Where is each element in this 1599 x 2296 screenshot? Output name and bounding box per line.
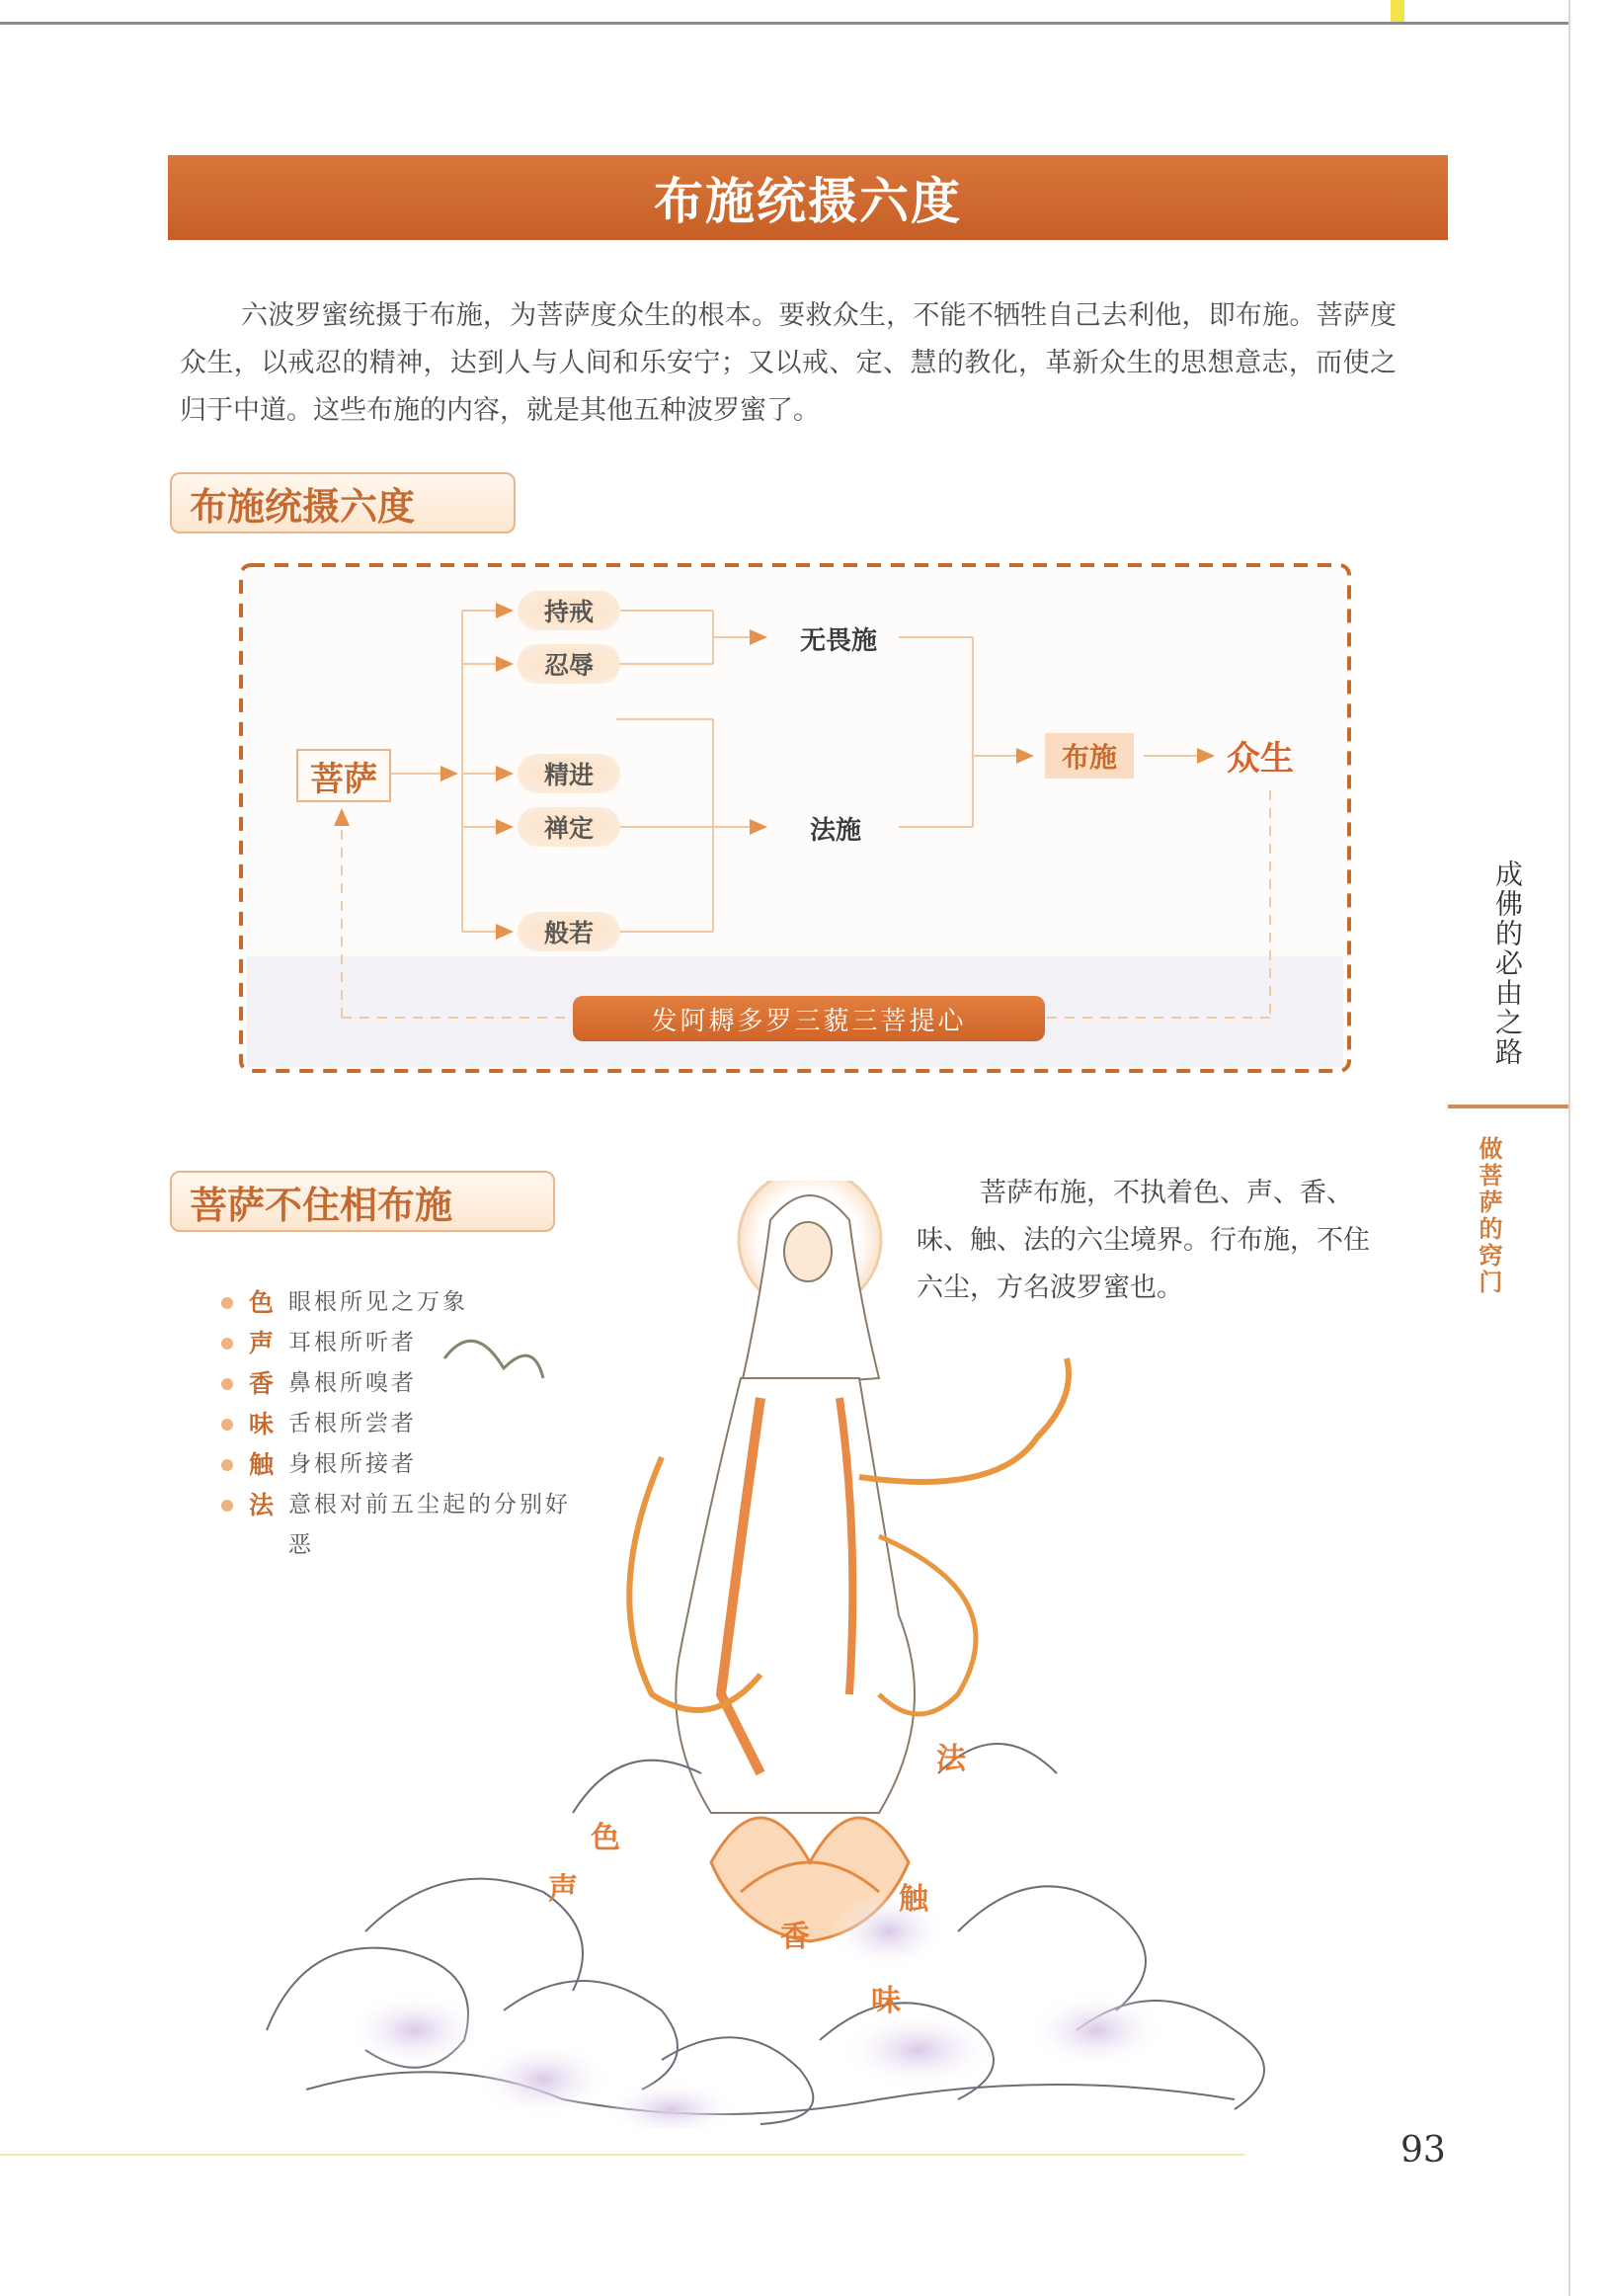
node-wisdom: 般若 bbox=[518, 912, 620, 951]
list-item bbox=[221, 1485, 577, 1566]
intro-paragraph: 六波罗蜜统摄于布施，为菩萨度众生的根本。要救众生，不能不牺牲自己去利他，即布施。菩萨度众生，以戒忍的精神，达到人与人间和乐安宁；又以戒、定、慧的教化，革新众生的思想意志，而使之归于中道。这些布施的内容，就是其他五种波罗蜜了。 bbox=[180, 300, 1397, 426]
list-item bbox=[221, 1282, 577, 1323]
node-dharma-giving: 法施 bbox=[810, 816, 862, 846]
page-number: 93 bbox=[1400, 2130, 1446, 2171]
aspiration-banner: 发阿耨多罗三藐三菩提心 bbox=[573, 996, 1045, 1041]
dust-desc: 身根所接者 bbox=[288, 1451, 417, 1477]
list-item bbox=[221, 1404, 577, 1444]
wave-label-dharma: 法 bbox=[936, 1742, 966, 1776]
side-divider bbox=[1448, 1105, 1568, 1108]
bullet-icon bbox=[221, 1297, 233, 1309]
dust-name: 香 bbox=[249, 1369, 275, 1398]
list-item bbox=[221, 1363, 577, 1404]
dust-desc: 意根对前五尘起的分别好恶 bbox=[288, 1492, 571, 1558]
dust-desc: 舌根所尝者 bbox=[288, 1411, 417, 1436]
node-fearless-giving: 无畏施 bbox=[800, 626, 878, 656]
side-section-title: 做菩萨的窍门 bbox=[1475, 1136, 1503, 1296]
node-meditation: 禅定 bbox=[518, 807, 620, 847]
list-item bbox=[221, 1444, 577, 1485]
side-chapter-title: 成佛的必由之路 bbox=[1491, 860, 1524, 1067]
list-item bbox=[221, 1323, 577, 1363]
node-giving: 布施 bbox=[1045, 733, 1134, 779]
chapter-side-tab bbox=[1448, 860, 1566, 1107]
bullet-icon bbox=[221, 1378, 233, 1390]
wave-label-taste: 味 bbox=[871, 1984, 901, 2018]
node-diligence: 精进 bbox=[518, 754, 620, 793]
dust-name: 法 bbox=[249, 1491, 275, 1519]
illustration-caption: 菩萨布施，不执着色、声、香、味、触、法的六尘境界。行布施，不住六尘，方名波罗蜜也。 bbox=[917, 1178, 1370, 1303]
six-dusts-list bbox=[221, 1282, 577, 1566]
wave-label-smell: 香 bbox=[780, 1920, 810, 1954]
top-rule bbox=[0, 22, 1570, 25]
chapter-banner bbox=[168, 155, 1448, 240]
section-heading-six-perfections bbox=[170, 472, 516, 533]
bullet-icon bbox=[221, 1419, 233, 1431]
wave-label-touch: 触 bbox=[899, 1882, 928, 1917]
wave-label-form: 色 bbox=[591, 1821, 620, 1855]
bullet-icon bbox=[221, 1459, 233, 1471]
section-heading-text: 布施统摄六度 bbox=[190, 483, 416, 529]
banner-title: 布施统摄六度 bbox=[654, 172, 962, 230]
dust-desc: 眼根所见之万象 bbox=[288, 1289, 468, 1315]
dust-name: 声 bbox=[249, 1329, 275, 1357]
footer-rule bbox=[0, 2154, 1244, 2156]
dust-name: 色 bbox=[249, 1288, 275, 1317]
dust-name: 味 bbox=[249, 1410, 275, 1438]
scan-marker bbox=[1391, 0, 1404, 22]
bullet-icon bbox=[221, 1500, 233, 1512]
dust-desc: 鼻根所嗅者 bbox=[288, 1370, 417, 1396]
node-bodhisattva: 菩萨 bbox=[296, 749, 391, 802]
dust-name: 触 bbox=[249, 1450, 275, 1479]
six-perfections-diagram bbox=[237, 561, 1353, 1077]
node-patience: 忍辱 bbox=[518, 644, 620, 684]
node-precepts: 持戒 bbox=[518, 591, 620, 630]
wave-label-sound: 声 bbox=[548, 1872, 578, 1907]
page-edge bbox=[1568, 0, 1570, 2296]
section-heading-text: 菩萨不住相布施 bbox=[190, 1182, 453, 1227]
node-sentient-beings: 众生 bbox=[1227, 739, 1294, 779]
dust-desc: 耳根所听者 bbox=[288, 1330, 417, 1355]
bullet-icon bbox=[221, 1338, 233, 1350]
